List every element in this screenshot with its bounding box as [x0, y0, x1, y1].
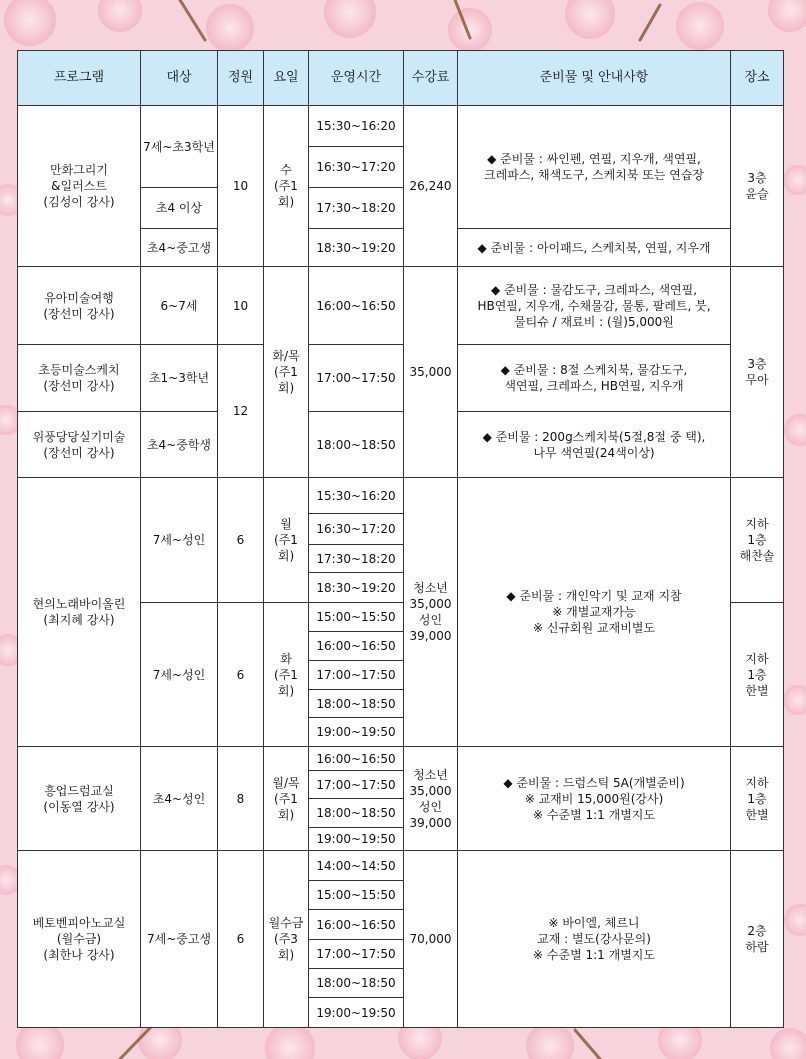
notes-cell: ◆ 준비물 : 물감도구, 크레파스, 색연필, HB연필, 지우개, 수채물감, 물통, 팔레트, 붓, 물티슈 / 재료비 : (월)5,000원 [458, 267, 731, 345]
time-cell: 18:00~18:50 [309, 412, 404, 478]
time-cell: 19:00~19:50 [309, 998, 404, 1028]
time-cell: 17:30~18:20 [309, 545, 404, 573]
header-notes: 준비물 및 안내사항 [458, 51, 731, 106]
notes-cell: ※ 바이엘, 체르니 교재 : 별도(강사문의) ※ 수준별 1:1 개별지도 [458, 851, 731, 1028]
header-capacity: 정원 [218, 51, 264, 106]
notes-cell: ◆ 준비물 : 200g스케치북(5절,8절 중 택), 나무 색연필(24색이상) [458, 412, 731, 478]
place-cell: 3층 무아 [731, 267, 784, 478]
table-row [18, 412, 784, 478]
capacity-cell: 6 [218, 478, 264, 603]
notes-cell: ◆ 준비물 : 싸인펜, 연필, 지우개, 색연필, 크레파스, 채색도구, 스케치북 또는 연습장 [458, 106, 731, 229]
program-name: 베토벤피아노교실 (월수금) (최한나 강사) [18, 851, 141, 1028]
fee-cell: 26,240 [404, 106, 458, 267]
day-cell: 화/목 (주1회) [264, 267, 309, 478]
time-cell: 17:00~17:50 [309, 940, 404, 969]
header-place: 장소 [731, 51, 784, 106]
table-row [18, 267, 784, 345]
target-cell: 7세~성인 [141, 478, 218, 603]
time-cell: 16:00~16:50 [309, 910, 404, 940]
time-cell: 15:00~15:50 [309, 603, 404, 632]
notes-cell: ◆ 준비물 : 아이패드, 스케치북, 연필, 지우개 [458, 229, 731, 267]
program-name: 만화그리기 &일러스트 (김성이 강사) [18, 106, 141, 267]
header-program: 프로그램 [18, 51, 141, 106]
program-name: 유아미술여행 (장선미 강사) [18, 267, 141, 345]
target-cell: 6~7세 [141, 267, 218, 345]
time-cell: 16:00~16:50 [309, 267, 404, 345]
target-cell: 초4~성인 [141, 747, 218, 851]
time-cell: 16:30~17:20 [309, 514, 404, 545]
time-cell: 16:30~17:20 [309, 147, 404, 188]
time-cell: 15:00~15:50 [309, 881, 404, 910]
time-cell: 18:30~19:20 [309, 229, 404, 267]
target-cell: 7세~중고생 [141, 851, 218, 1028]
table-header-row [18, 51, 784, 106]
time-cell: 18:00~18:50 [309, 969, 404, 998]
capacity-cell: 6 [218, 603, 264, 747]
day-cell: 수 (주1회) [264, 106, 309, 267]
time-cell: 16:00~16:50 [309, 632, 404, 661]
time-cell: 18:00~18:50 [309, 690, 404, 718]
capacity-cell: 12 [218, 345, 264, 478]
place-cell: 3층 윤슬 [731, 106, 784, 267]
place-cell: 지하 1층 해찬솔 [731, 478, 784, 603]
target-cell: 초4~중고생 [141, 229, 218, 267]
time-cell: 17:00~17:50 [309, 345, 404, 412]
day-cell: 월 (주1회) [264, 478, 309, 603]
program-name: 현의노래바이올린 (최지혜 강사) [18, 478, 141, 747]
capacity-cell: 10 [218, 267, 264, 345]
time-cell: 15:30~16:20 [309, 106, 404, 147]
table-row [18, 747, 784, 771]
time-cell: 19:00~19:50 [309, 828, 404, 851]
table-row [18, 106, 784, 147]
notes-cell: ◆ 준비물 : 드럼스틱 5A(개별준비) ※ 교재비 15,000원(강사) ※ 수준별 1:1 개별지도 [458, 747, 731, 851]
time-cell: 18:00~18:50 [309, 799, 404, 828]
place-cell: 지하 1층 한별 [731, 603, 784, 747]
target-cell: 7세~성인 [141, 603, 218, 747]
day-cell: 월/목 (주1회) [264, 747, 309, 851]
header-time: 운영시간 [309, 51, 404, 106]
time-cell: 17:00~17:50 [309, 661, 404, 690]
target-cell: 초1~3학년 [141, 345, 218, 412]
place-cell: 2층 하람 [731, 851, 784, 1028]
target-cell: 7세~초3학년 [141, 106, 218, 188]
day-cell: 월수금 (주3회) [264, 851, 309, 1028]
time-cell: 17:00~17:50 [309, 771, 404, 799]
capacity-cell: 8 [218, 747, 264, 851]
time-cell: 16:00~16:50 [309, 747, 404, 771]
target-cell: 초4 이상 [141, 188, 218, 229]
header-day: 요일 [264, 51, 309, 106]
time-cell: 14:00~14:50 [309, 851, 404, 881]
table-row [18, 345, 784, 412]
program-schedule-table [17, 50, 784, 1028]
program-name: 초등미술스케치 (장선미 강사) [18, 345, 141, 412]
fee-cell: 35,000 [404, 267, 458, 478]
header-target: 대상 [141, 51, 218, 106]
table-row [18, 478, 784, 514]
program-name: 흥업드럼교실 (이동열 강사) [18, 747, 141, 851]
fee-cell: 청소년 35,000 성인 39,000 [404, 747, 458, 851]
header-fee: 수강료 [404, 51, 458, 106]
time-cell: 18:30~19:20 [309, 573, 404, 603]
capacity-cell: 6 [218, 851, 264, 1028]
place-cell: 지하 1층 한별 [731, 747, 784, 851]
day-cell: 화 (주1회) [264, 603, 309, 747]
capacity-cell: 10 [218, 106, 264, 267]
time-cell: 17:30~18:20 [309, 188, 404, 229]
time-cell: 15:30~16:20 [309, 478, 404, 514]
target-cell: 초4~중학생 [141, 412, 218, 478]
fee-cell: 청소년 35,000 성인 39,000 [404, 478, 458, 747]
time-cell: 19:00~19:50 [309, 718, 404, 747]
fee-cell: 70,000 [404, 851, 458, 1028]
program-name: 위풍당당실기미술 (장선미 강사) [18, 412, 141, 478]
notes-cell: ◆ 준비물 : 8절 스케치북, 물감도구, 색연필, 크레파스, HB연필, 지우개 [458, 345, 731, 412]
table-row [18, 851, 784, 881]
notes-cell: ◆ 준비물 : 개인악기 및 교재 지참 ※ 개별교재가능 ※ 신규회원 교재비별도 [458, 478, 731, 747]
